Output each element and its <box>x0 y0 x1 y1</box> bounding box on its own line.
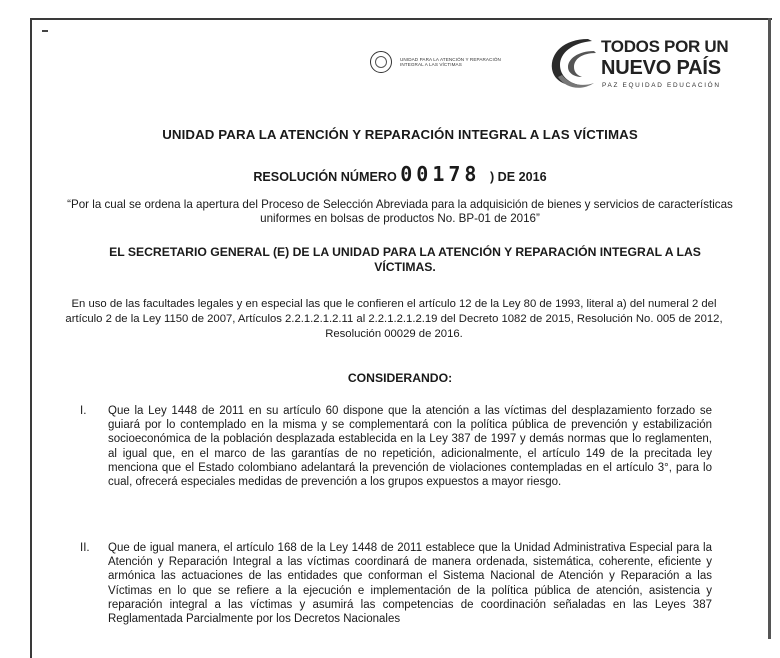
resolution-year: ) DE 2016 <box>489 170 547 184</box>
item-text: Que de igual manera, el artículo 168 de la Ley 1448 de 2011 establece que la Unidad Administrativa Especial para la Atención y Reparación Integral a las víctimas coordinará de manera ordenada, sistemática, coherente, eficiente y armónica las actuaciones de las entidades que conforman el Sistema Nacional de Atención y Reparación a las Víctimas en lo que se refiere a la ejecución e implementación de la política pública de atención, asistencia y reparación integral a las víctimas y asumirá las competencias de coordinación señaladas en las Leyes 387 Reglamentada Parcialmente por los Decretos Nacionales <box>108 542 712 626</box>
todos-por-un-nuevo-pais-logo <box>548 33 748 95</box>
item-text: Que la Ley 1448 de 2011 en su artículo 60 dispone que la atención a las víctimas del desplazamiento forzado se guiará por lo contemplado en la misma y se complementará con la política pública de prevención y estabilización socioeconómica de la población desplazada establecida en la Ley 387 de 1997 y demás normas que lo reglamenten, al igual que, en el marco de las garantías de no repetición, adicionalmente, el artículo 149 de la precitada ley menciona que el Estado colombiano adelantará la prevención de violaciones contempladas en el artículo 3°, para lo cual, ofrecerá especiales medidas de prevención a los grupos expuestos a mayor riesgo. <box>108 405 712 489</box>
considering-heading: CONSIDERANDO: <box>347 371 453 385</box>
item-number: II. <box>80 542 90 554</box>
scan-page-edge-right <box>768 18 771 639</box>
resolution-heading <box>60 162 740 186</box>
logo-line-2: NUEVO PAÍS <box>601 57 721 79</box>
considering-item <box>80 404 712 489</box>
resolution-number: 00178 <box>400 162 481 186</box>
item-number: I. <box>80 405 87 417</box>
logo-tagline: PAZ EQUIDAD EDUCACIÓN <box>602 82 721 89</box>
swoosh-icon <box>548 33 600 91</box>
resolution-subject: “Por la cual se ordena la apertura del Proceso de Selección Abreviada para la adquisición de bienes y servicios de características uniformes en bolsas de productos No. BP-01 de 2016” <box>67 198 733 225</box>
unidad-victimas-logo-text: UNIDAD PARA LA ATENCIÓN Y REPARACIÓN INTEGRAL A LAS VÍCTIMAS <box>400 56 501 67</box>
logo-line-1: TODOS POR UN <box>601 37 729 56</box>
issuer-heading: EL SECRETARIO GENERAL (E) DE LA UNIDAD PARA LA ATENCIÓN Y REPARACIÓN INTEGRAL A LAS VÍCTIMAS. <box>109 245 701 274</box>
entity-title: UNIDAD PARA LA ATENCIÓN Y REPARACIÓN INTEGRAL A LAS VÍCTIMAS <box>162 127 638 142</box>
unidad-victimas-logo <box>370 51 520 73</box>
legal-powers-paragraph: En uso de las facultades legales y en especial las que le confieren el artículo 12 de la Ley 80 de 1993, literal a) del numeral 2 del artículo 2 de la Ley 1150 de 2007, Artículos 2.2.1.2.1.2.11 al 2.2.1.2.1.2.19 del Decreto 1082 de 2015, Resolución No. 005 de 2012, Resolución 00029 de 2016. <box>65 298 723 340</box>
resolution-label: RESOLUCIÓN NÚMERO <box>253 170 397 184</box>
considering-item <box>80 541 712 626</box>
scan-mark <box>42 30 48 32</box>
coat-of-arms-icon <box>370 51 392 73</box>
